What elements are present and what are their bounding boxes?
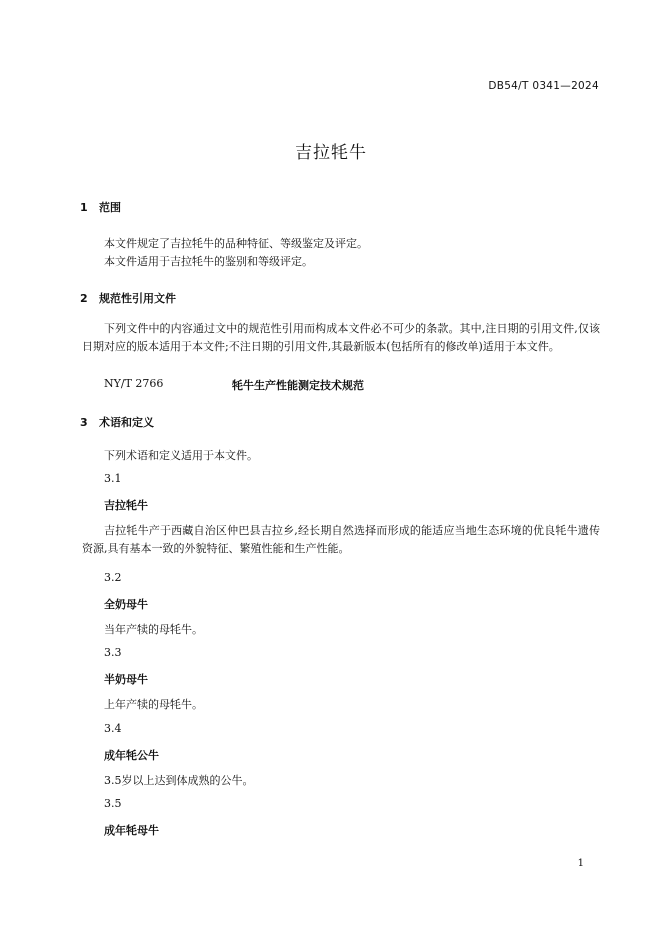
- term-definition: 当年产犊的母牦牛。: [104, 623, 203, 636]
- section-3-heading: [80, 414, 154, 430]
- normative-reference-paragraph: 下列文件中的内容通过文中的规范性引用而构成本文件必不可少的条款。其中,注日期的引用文件,仅该日期对应的版本适用于本文件;不注日期的引用文件,其最新版本(包括所有的修改单)适用于本文件。: [82, 322, 600, 353]
- term-number: 3.1: [104, 472, 122, 485]
- term-name: 全奶母牛: [104, 598, 148, 611]
- section-number: 1: [80, 201, 88, 214]
- section-number: 3: [80, 416, 88, 429]
- page-number: 1: [577, 858, 584, 869]
- reference-title: 牦牛生产性能测定技术规范: [232, 379, 364, 392]
- scope-line-2: 本文件适用于吉拉牦牛的鉴别和等级评定。: [104, 255, 313, 268]
- term-definition: 上年产犊的母牦牛。: [104, 698, 203, 711]
- term-name: 成年牦母牛: [104, 824, 159, 837]
- term-number: 3.5: [104, 797, 122, 810]
- reference-code: NY/T 2766: [104, 377, 164, 390]
- term-name: 成年牦公牛: [104, 749, 159, 762]
- term-definition: 吉拉牦牛产于西藏自治区仲巴县吉拉乡,经长期自然选择而形成的能适应当地生态环境的优良牦牛遗传资源,具有基本一致的外貌特征、繁殖性能和生产性能。: [82, 524, 600, 555]
- term-name: 半奶母牛: [104, 673, 148, 686]
- section-title: 范围: [99, 201, 121, 214]
- section-2-heading: [80, 290, 176, 306]
- section-number: 2: [80, 292, 88, 305]
- terms-intro: 下列术语和定义适用于本文件。: [104, 449, 258, 462]
- scope-line-1: 本文件规定了吉拉牦牛的品种特征、等级鉴定及评定。: [104, 237, 368, 250]
- term-name: 吉拉牦牛: [104, 499, 148, 512]
- term-number: 3.2: [104, 571, 122, 584]
- section-1-heading: [80, 199, 121, 215]
- section-title: 规范性引用文件: [99, 292, 176, 305]
- term-number: 3.3: [104, 646, 122, 659]
- term-definition: 3.5岁以上达到体成熟的公牛。: [104, 774, 254, 787]
- document-title: 吉拉牦牛: [295, 143, 367, 163]
- document-code: DB54/T 0341—2024: [488, 80, 599, 92]
- term-number: 3.4: [104, 722, 122, 735]
- section-title: 术语和定义: [99, 416, 154, 429]
